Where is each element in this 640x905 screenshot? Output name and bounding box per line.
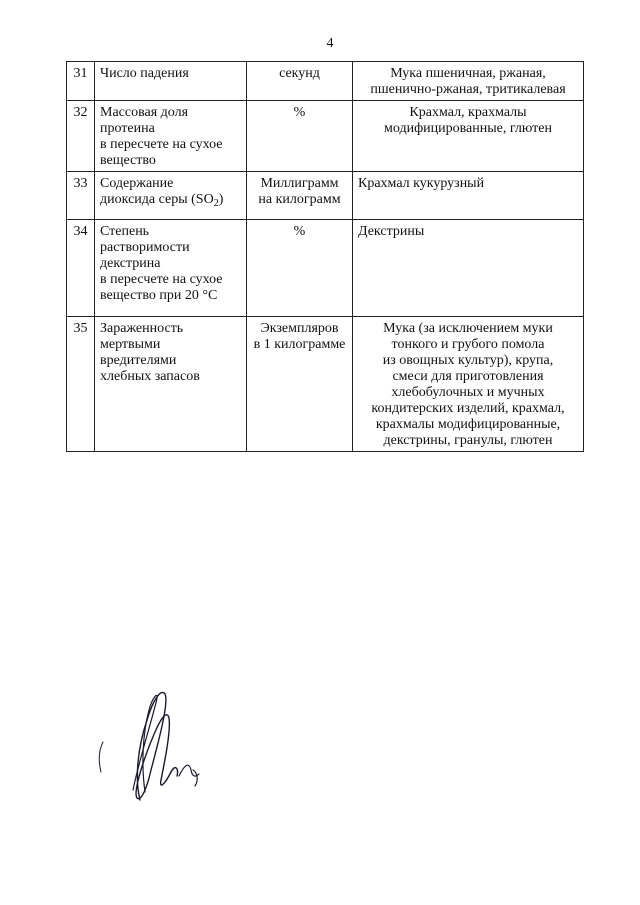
indicator-name-line: в пересчете на сухое [100,272,223,287]
indicator-name-line: вещество [100,153,156,168]
table-row [67,172,584,220]
indicator-name-line: Массовая доля [100,105,189,120]
unit-line: в 1 килограмме [253,337,346,352]
indicator-name [95,101,247,172]
indicator-name-line [100,192,241,212]
row-number: 32 [67,101,95,172]
unit-line: Миллиграмм [260,176,339,191]
product-list [353,101,584,172]
product-line: тонкого и грубого помола [391,337,545,352]
indicator-name-line: Степень [100,224,150,239]
product-line: смеси для приготовления [392,369,544,384]
product-line: кондитерских изделий, крахмал, [371,401,565,416]
product-list: Крахмал кукурузный [353,172,584,220]
table-row [67,62,584,101]
unit-of-measure: секунд [247,62,353,101]
handwritten-signature [95,680,215,810]
indicator-name-line: декстрина [100,256,161,271]
indicator-name-line: протеина [100,121,155,136]
unit-of-measure: % [247,101,353,172]
product-list: Мука пшеничная, ржаная, пшенично-ржаная, тритикалевая [353,62,584,101]
unit-line: Экземпляров [260,321,339,336]
page-number: 4 [326,36,334,51]
table-row [67,101,584,172]
product-list [353,317,584,452]
product-line: хлебобулочных и мучных [391,385,545,400]
product-line: модифицированные, глютен [384,121,552,136]
indicator-name-line: мертвыми [100,337,161,352]
unit-line: на килограмм [258,192,341,207]
row-number: 35 [67,317,95,452]
row-number: 33 [67,172,95,220]
product-line: Крахмал, крахмалы [409,105,527,120]
row-number: 31 [67,62,95,101]
indicator-name-line: Зараженность [100,321,184,336]
unit-of-measure: % [247,220,353,317]
indicator-name [95,172,247,220]
indicator-name-line: хлебных запасов [100,369,200,384]
product-line: Мука (за исключением муки [383,321,553,336]
table-row [67,220,584,317]
row-number: 34 [67,220,95,317]
product-line: крахмалы модифицированные, [375,417,561,432]
signature-stroke [133,695,157,792]
indicator-name-line: Содержание [100,176,174,191]
formula-subscript: 2 [213,198,219,209]
product-line: декстрины, гранулы, глютен [383,433,553,448]
indicator-name-line: вещество при 20 °C [100,288,218,303]
indicator-name-line: в пересчете на сухое [100,137,223,152]
indicator-name [95,317,247,452]
signature-stroke [136,692,177,800]
indicator-name: Число падения [95,62,247,101]
unit-of-measure [247,317,353,452]
indicator-name-line: вредителями [100,353,177,368]
table-row [67,317,584,452]
product-line: из овощных культур), крупа, [382,353,554,368]
indicator-name [95,220,247,317]
formula-text: ) [218,192,224,207]
indicator-table [66,61,584,452]
unit-of-measure [247,172,353,220]
product-list: Декстрины [353,220,584,317]
signature-stroke [99,742,103,772]
signature-stroke [179,765,199,786]
formula-text: диоксида серы (SO [100,192,214,207]
indicator-name-line: растворимости [100,240,190,255]
